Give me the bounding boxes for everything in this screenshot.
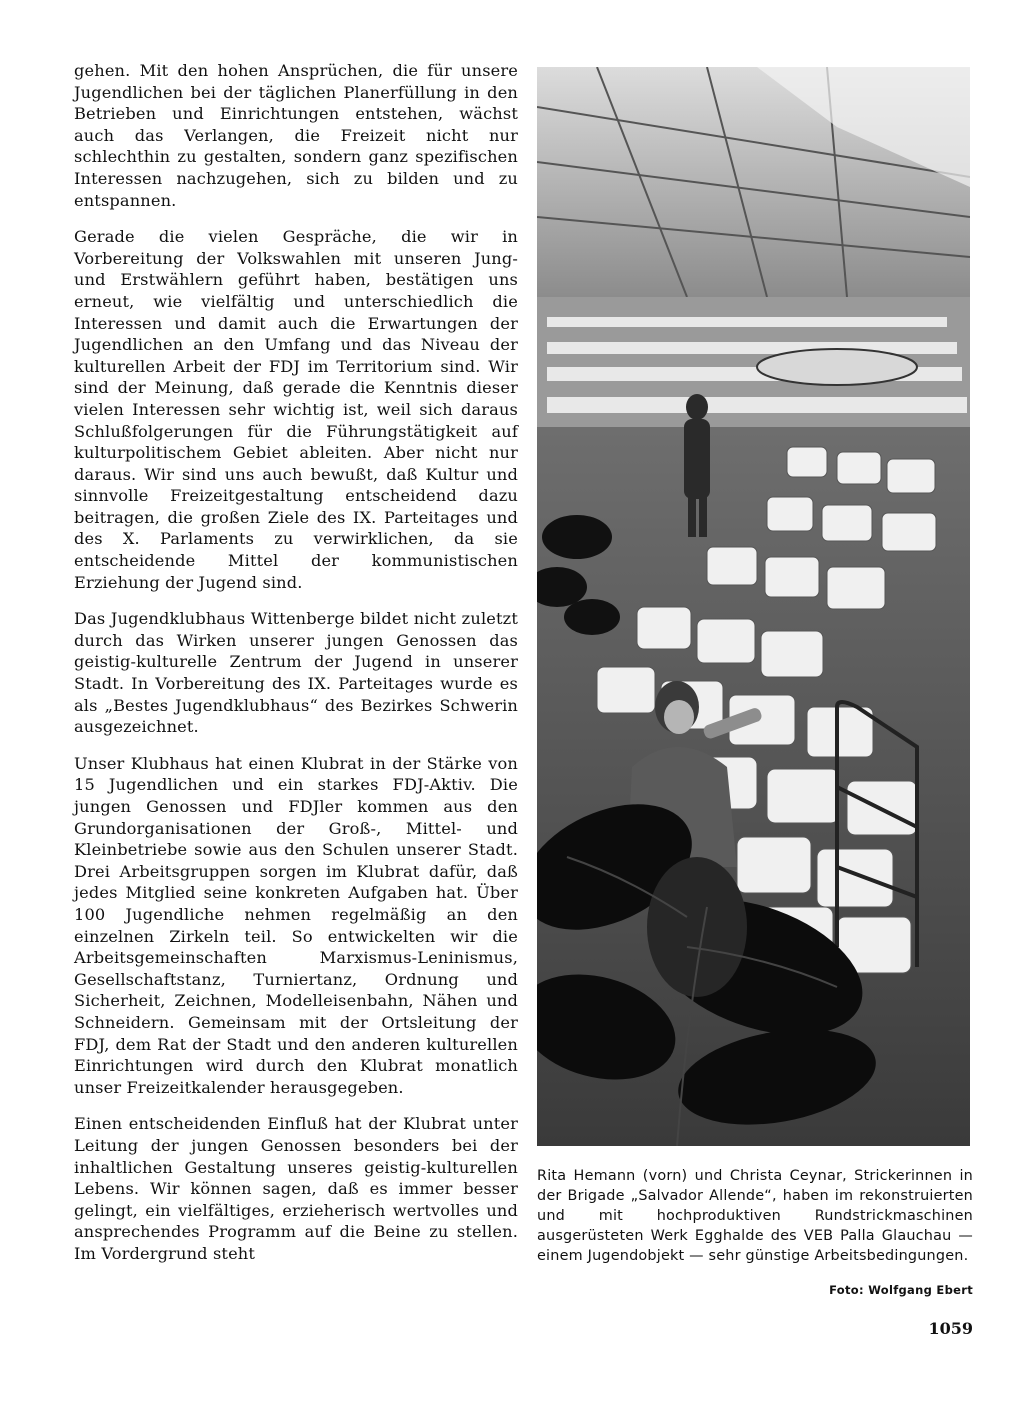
paragraph: Einen entscheidenden Einfluß hat der Klubrat unter Leitung der jungen Genossen besonders bei der inhaltlichen Gestaltung unseres geistig-kulturellen Lebens. Wir können sagen, daß es immer besser gelingt, ein vielfältiges, erzieherisch wertvolles und ansprechendes Programm auf die Beine zu stellen. Im Vordergrund steht — [74, 1114, 518, 1263]
photo-credit: Foto: Wolfgang Ebert — [829, 1283, 973, 1297]
factory-photo-illustration — [537, 67, 970, 1146]
paragraph: Gerade die vielen Gespräche, die wir in Vorbereitung der Volkswahlen mit unseren Jung- und Erstwählern geführt haben, bestätigen uns erneut, wie vielfältig und unterschiedlich die Interessen und damit auch die Erwartungen der Jugendlichen an den Umfang und das Niveau der kulturellen Arbeit der FDJ im Territorium sind. Wir sind der Meinung, daß gerade die Kenntnis dieser vielen Interessen sehr wichtig ist, weil sich daraus Schlußfolgerungen für die Führungstätigkeit auf kulturpolitischem Gebiet ableiten. Aber nicht nur daraus. Wir sind uns auch bewußt, daß Kultur und sinnvolle Freizeitgestaltung entscheidend dazu beitragen, die großen Ziele des IX. Parteitages und des X. Parlaments zu verwirklichen, da sie entscheidende Mittel der kommunistischen Erziehung der Jugend sind. — [74, 227, 518, 592]
factory-photo — [537, 67, 970, 1146]
page-number: 1059 — [928, 1319, 973, 1338]
article-column — [74, 60, 518, 1279]
paragraph: gehen. Mit den hohen Ansprüchen, die für unsere Jugendlichen bei der täglichen Planerfüllung in den Betrieben und Einrichtungen entstehen, wächst auch das Verlangen, die Freizeit nicht nur schlechthin zu gestalten, sondern ganz spezifischen Interessen nachzugehen, sich zu bilden und zu entspannen. — [74, 61, 518, 210]
paragraph: Das Jugendklubhaus Wittenberge bildet nicht zuletzt durch das Wirken unserer jungen Genossen das geistig-kulturelle Zentrum der Jugend in unserer Stadt. In Vorbereitung des IX. Parteitages wurde es als „Bestes Jugendklubhaus“ des Bezirkes Schwerin ausgezeichnet. — [74, 609, 518, 737]
paragraph: Unser Klubhaus hat einen Klubrat in der Stärke von 15 Jugendlichen und ein starkes FDJ-Aktiv. Die jungen Genossen und FDJler kommen aus den Grundorganisationen der Groß-, Mittel- und Kleinbetriebe sowie aus den Schulen unserer Stadt. Drei Arbeitsgruppen sorgen im Klubrat dafür, daß jedes Mitglied seine konkreten Aufgaben hat. Über 100 Jugendliche nehmen regelmäßig an den einzelnen Zirkeln teil. So entwickelten wir die Arbeitsgemeinschaften Marxismus-Leninismus, Gesellschaftstanz, Turniertanz, Ordnung und Sicherheit, Zeichnen, Modelleisenbahn, Nähen und Schneidern. Gemeinsam mit der Ortsleitung der FDJ, dem Rat der Stadt und den anderen kulturellen Einrichtungen wird durch den Klubrat monatlich unser Freizeitkalender herausgegeben. — [74, 753, 518, 1097]
photo-caption: Rita Hemann (vorn) und Christa Ceynar, Strickerinnen in der Brigade „Salvador Allende“, haben im rekonstruierten und mit hochproduktiven Rundstrickmaschinen ausgerüsteten Werk Egghalde des VEB Palla Glauchau — einem Jugendobjekt — sehr günstige Arbeitsbedingungen. — [537, 1168, 973, 1264]
